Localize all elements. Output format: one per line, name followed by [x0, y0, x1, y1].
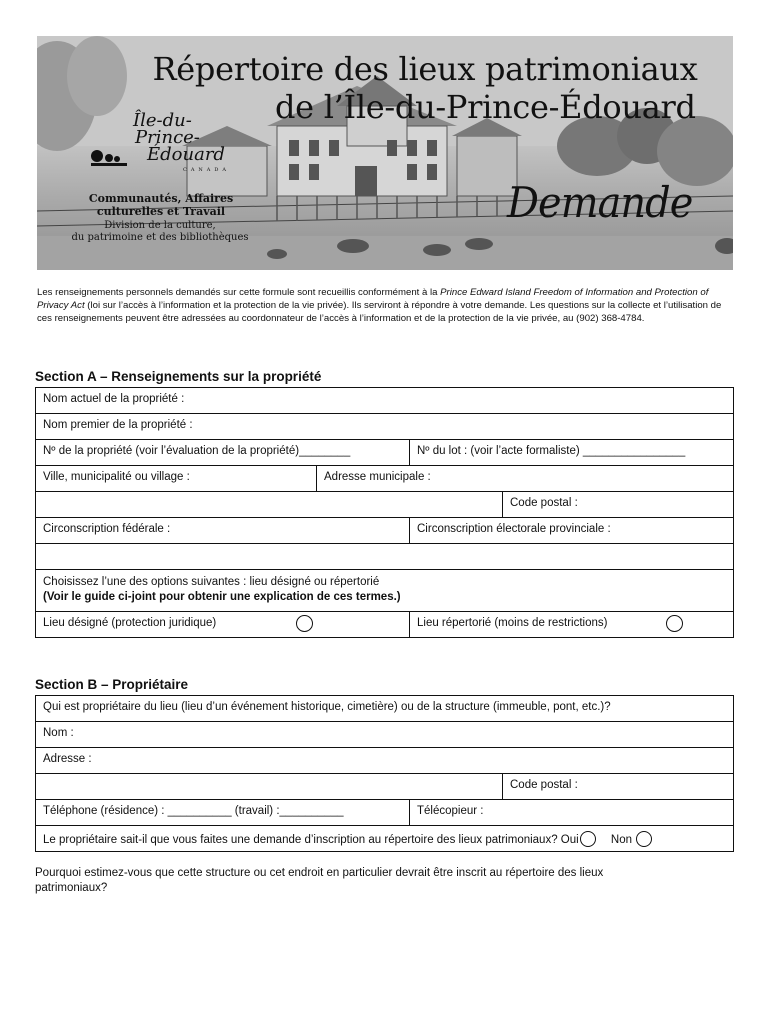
owner-name-field[interactable]: Nom :: [43, 727, 74, 739]
current-name-row: [36, 388, 733, 414]
section-b-title: Section B – Propriétaire: [35, 677, 189, 692]
section-b-form: [35, 695, 734, 852]
department-name: [61, 192, 261, 218]
division-line2: du patrimoine et des bibliothèques: [71, 232, 249, 243]
provincial-riding-field[interactable]: Circonscription électorale provinciale :: [409, 518, 733, 543]
choose-option-text: Choisissez l’une des options suivantes : lieu désigné ou répertorié: [43, 576, 380, 588]
listed-option: [409, 612, 733, 637]
listed-label: Lieu répertorié (moins de restrictions): [417, 617, 608, 629]
privacy-notice-part1: Les renseignements personnels demandés sur cette formule sont recueillis conformément à la: [37, 287, 441, 298]
first-name-row: [36, 414, 733, 440]
logo-line1: Île-du-: [133, 110, 192, 131]
city-address-row: [36, 466, 733, 492]
owner-address-row: [36, 748, 733, 774]
owner-aware-question: [36, 826, 733, 851]
department-line1: Communautés, Affaires: [88, 192, 234, 205]
department-line2: culturelles et Travail: [96, 205, 226, 218]
section-a-form: [35, 387, 734, 638]
privacy-act-name: Prince Edward Island Freedom of Information and Protection of Privacy Act: [37, 287, 709, 311]
form-title: Demande: [507, 178, 693, 227]
section-a-title: Section A – Renseignements sur la propriété: [35, 369, 322, 384]
owner-aware-no-radio[interactable]: [636, 831, 652, 847]
property-number-field[interactable]: Nº de la propriété (voir l’évaluation de la propriété)________: [43, 445, 351, 457]
owner-aware-text: Le propriétaire sait-il que vous faites une demande d’inscription au répertoire des lieux patrimoniaux? Oui: [43, 834, 579, 846]
owner-phone-row: [36, 800, 733, 826]
current-name-field[interactable]: Nom actuel de la propriété :: [43, 393, 185, 405]
designated-radio[interactable]: [296, 615, 313, 632]
logo-trees-icon: [89, 148, 129, 168]
logo-country: CANADA: [183, 167, 231, 173]
why-answer-area[interactable]: [35, 900, 734, 1000]
postal-code-field[interactable]: Code postal :: [502, 492, 733, 517]
city-field[interactable]: Ville, municipalité ou village :: [43, 471, 190, 483]
privacy-notice: [37, 286, 737, 325]
option-instructions-row: [36, 570, 733, 612]
owner-aware-row: [36, 826, 733, 852]
owner-name-row: [36, 722, 733, 748]
ridings-row: [36, 518, 733, 544]
listed-radio[interactable]: [666, 615, 683, 632]
street-address-field[interactable]: Adresse municipale :: [316, 466, 733, 491]
owner-address-field[interactable]: Adresse :: [43, 753, 92, 765]
riding-values-field[interactable]: [36, 544, 733, 569]
owner-aware-yes-radio[interactable]: [580, 831, 596, 847]
logo-line3: Édouard: [147, 144, 225, 165]
banner-title-line2: de l’Île-du-Prince-Édouard: [275, 88, 696, 126]
option-instructions: [36, 570, 733, 611]
owner-address-continued-field[interactable]: [36, 774, 502, 799]
federal-riding-field[interactable]: Circonscription fédérale :: [43, 523, 171, 535]
division-name: [45, 220, 275, 244]
why-question: Pourquoi estimez-vous que cette structure ou cet endroit en particulier devrait être inscrit au répertoire des lieux patrimoniaux?: [35, 867, 604, 894]
lot-number-field[interactable]: Nº du lot : (voir l’acte formaliste) ________________: [409, 440, 733, 465]
see-guide-text: (Voir le guide ci-joint pour obtenir une explication de ces termes.): [43, 591, 401, 603]
postal-code-row: [36, 492, 733, 518]
first-name-field[interactable]: Nom premier de la propriété :: [43, 419, 193, 431]
header-banner: [37, 36, 733, 270]
designated-label: Lieu désigné (protection juridique): [43, 617, 217, 629]
owner-postal-row: [36, 774, 733, 800]
owner-aware-no-label: Non: [610, 834, 633, 846]
numbers-row: [36, 440, 733, 466]
address-continued-field[interactable]: [36, 492, 502, 517]
who-owns-text: Qui est propriétaire du lieu (lieu d’un événement historique, cimetière) ou de la structure (immeuble, pont, etc.)?: [43, 701, 611, 713]
banner-title-line1: Répertoire des lieux patrimoniaux: [152, 50, 698, 88]
designated-option: [36, 612, 409, 637]
riding-values-row: [36, 544, 733, 570]
owner-fax-field[interactable]: Télécopieur :: [409, 800, 733, 825]
privacy-notice-part2: (loi sur l’accès à l’information et la protection de la vie privée). Ils serviront à répondre à votre demande. Les questions sur la collecte et l’utilisation de ces renseignements peuvent être adressées au coordonnateur de l’accès à l’information et de la protection de la vie privée, au (902) 368-4784.: [37, 300, 722, 324]
logo-line2: Prince-: [135, 127, 200, 148]
division-line1: Division de la culture,: [104, 220, 216, 231]
owner-postal-code-field[interactable]: Code postal :: [502, 774, 733, 799]
owner-phone-field[interactable]: Téléphone (résidence) : __________ (travail) :__________: [43, 805, 344, 817]
who-owns-row: [36, 696, 733, 722]
designation-row: [36, 612, 733, 638]
